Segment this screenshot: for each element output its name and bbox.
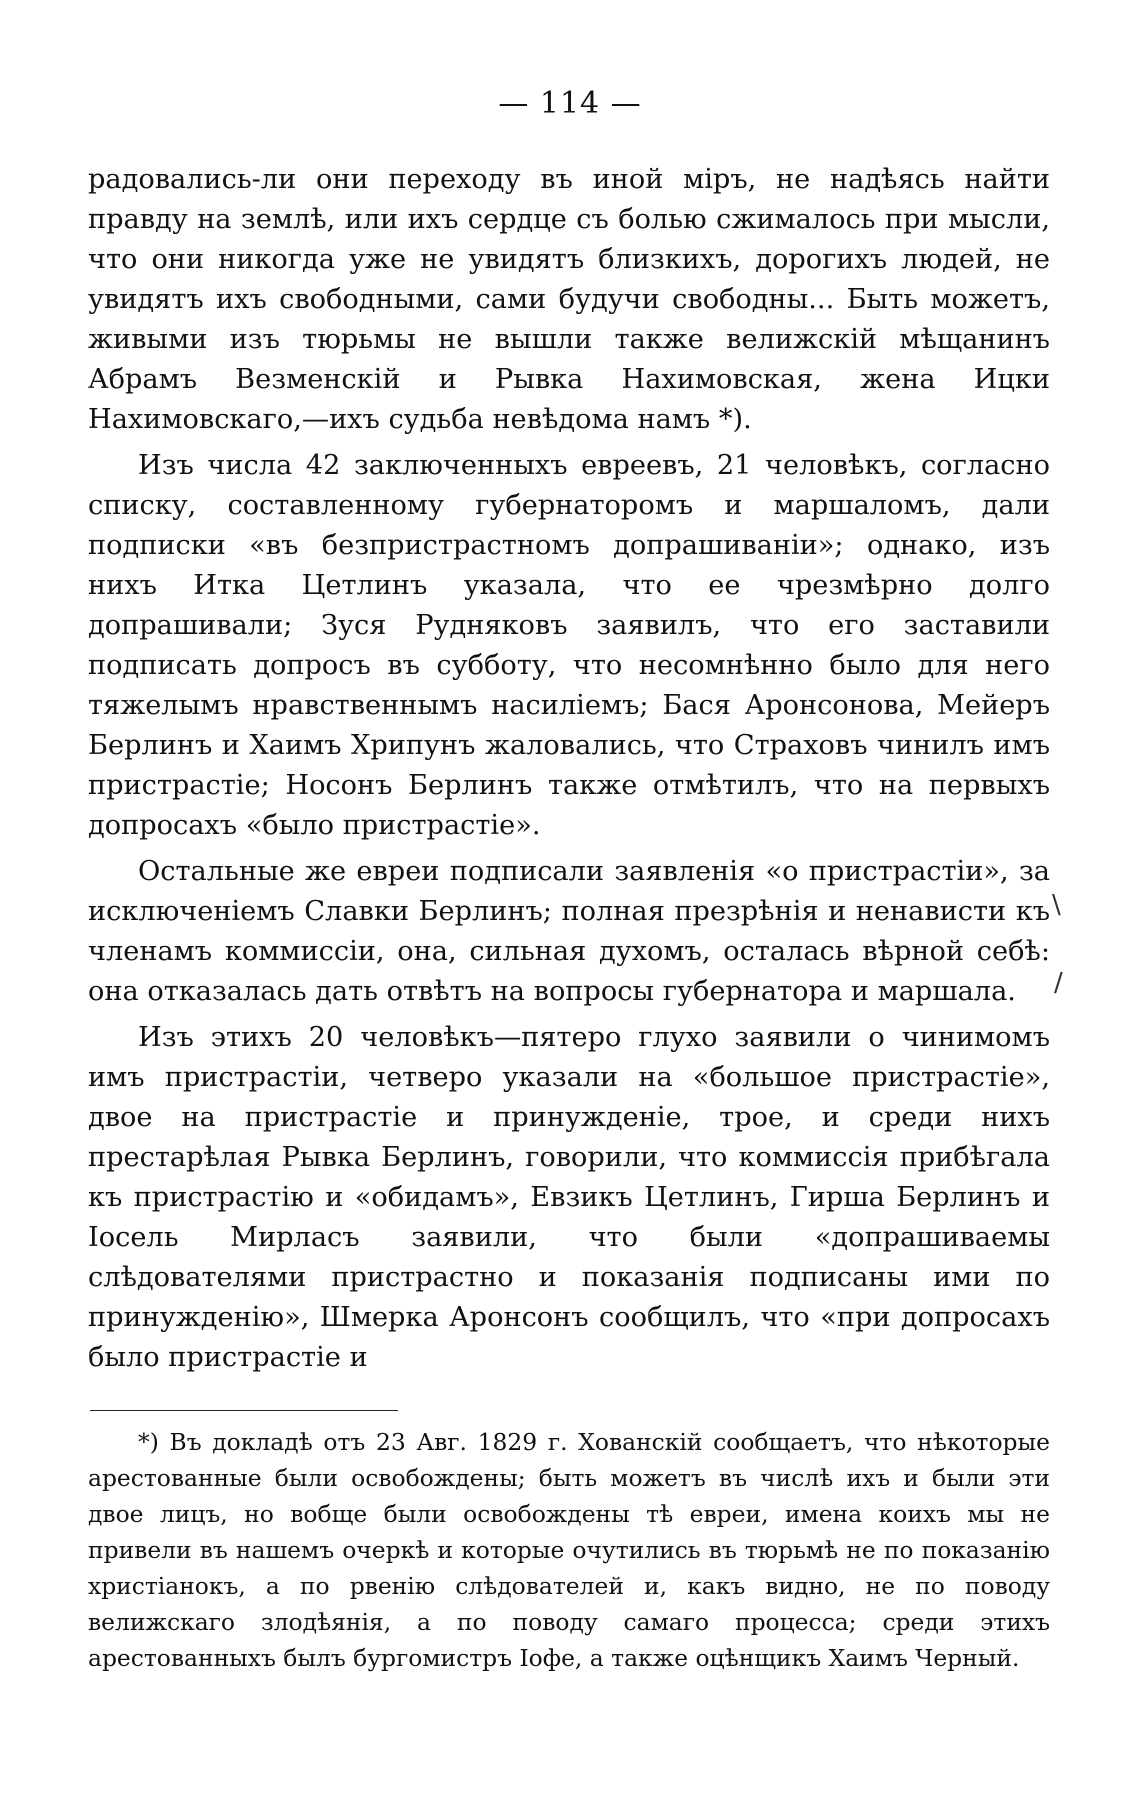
- footnote-separator: [90, 1410, 398, 1411]
- margin-slash-mark-top: \: [1052, 890, 1061, 920]
- paragraph-4: Изъ этихъ 20 человѣкъ—пятеро глухо заявили о чинимомъ имъ пристрастіи, четверо указали на «большое пристрастіе», двое на пристрастіе и принужденіе, трое, и среди нихъ престарѣлая Рывка Берлинъ, говорили, что коммиссія прибѣгала къ пристрастію и «обидамъ», Евзикъ Цетлинъ, Гирша Берлинъ и Іосель Мирласъ заявили, что были «допрашиваемы слѣдователями пристрастно и показанія подписаны ими по принужденію», Шмерка Аронсонъ сообщилъ, что «при допросахъ было пристрастіе и: [88, 1022, 1050, 1373]
- page-number: — 114 —: [498, 86, 642, 121]
- main-text: [88, 160, 1050, 1384]
- paragraph-3: Остальные же евреи подписали заявленія «о пристрастіи», за исключеніемъ Славки Берлинъ; полная презрѣнія и ненависти къ членамъ коммиссіи, она, сильная духомъ, осталась вѣрной себѣ: она отказалась дать отвѣтъ на вопросы губернатора и маршала.: [88, 856, 1050, 1007]
- margin-slash-mark-bottom: /: [1054, 968, 1063, 998]
- footnote: *) Въ докладѣ отъ 23 Авг. 1829 г. Хованскій сообщаетъ, что нѣкоторые арестованные были освобождены; быть можетъ въ числѣ ихъ и были эти двое лицъ, но вобще были освобождены тѣ евреи, имена коихъ мы не привели въ нашемъ очеркѣ и которые очутились въ тюрьмѣ не по показанію христіанокъ, а по рвенію слѣдователей и, какъ видно, не по поводу велижскаго злодѣянія, а по поводу самаго процесса; среди этихъ арестованныхъ былъ бургомистръ Іофе, а также оцѣнщикъ Хаимъ Черный.: [88, 1428, 1050, 1672]
- paragraph-1: радовались-ли они переходу въ иной міръ, не надѣясь найти правду на землѣ, или ихъ сердце съ болью сжималось при мысли, что они никогда уже не увидятъ близкихъ, дорогихъ людей, не увидятъ ихъ свободными, сами будучи свободны... Быть можетъ, живыми изъ тюрьмы не вышли также велижскій мѣщанинъ Абрамъ Везменскій и Рывка Нахимовская, жена Ицки Нахимовскаго,—ихъ судьба невѣдома намъ *).: [88, 164, 1050, 435]
- paragraph-2: Изъ числа 42 заключенныхъ евреевъ, 21 человѣкъ, согласно списку, составленному губернаторомъ и маршаломъ, дали подписки «въ безпристрастномъ допрашиваніи»; однако, изъ нихъ Итка Цетлинъ указала, что ее чрезмѣрно долго допрашивали; Зуся Рудняковъ заявилъ, что его заставили подписать допросъ въ субботу, что несомнѣнно было для него тяжелымъ нравственнымъ насиліемъ; Бася Аронсонова, Мейеръ Берлинъ и Хаимъ Хрипунъ жаловались, что Страховъ чинилъ имъ пристрастіе; Носонъ Берлинъ также отмѣтилъ, что на первыхъ допросахъ «было пристрастіе».: [88, 450, 1050, 841]
